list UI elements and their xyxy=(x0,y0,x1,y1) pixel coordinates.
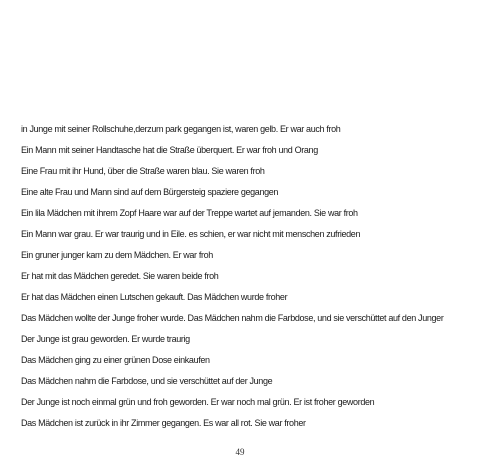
text-line: Ein gruner junger kam zu dem Mädchen. Er war froh xyxy=(21,250,213,260)
text-line: Ein Mann war grau. Er war traurig und in Eile. es schien, er war nicht mit menschen zufrieden xyxy=(21,229,361,239)
text-line: Das Mädchen ist zurück in ihr Zimmer gegangen. Es war all rot. Sie war froher xyxy=(21,418,306,428)
text-line: Ein lila Mädchen mit ihrem Zopf Haare war auf der Treppe wartet auf jemanden. Sie war froh xyxy=(21,208,358,218)
text-line: Ein Mann mit seiner Handtasche hat die Straße überquert. Er war froh und Orang xyxy=(21,145,318,155)
text-line: Eine Frau mit ihr Hund, über die Straße waren blau. Sie waren froh xyxy=(21,166,265,176)
text-line: Das Mädchen ging zu einer grünen Dose einkaufen xyxy=(21,355,210,365)
text-block xyxy=(21,122,471,437)
text-line: Der Junge ist noch einmal grün und froh geworden. Er war noch mal grün. Er ist froher geworden xyxy=(21,397,375,407)
text-line: Er hat das Mädchen einen Lutschen gekauft. Das Mädchen wurde froher xyxy=(21,292,288,302)
text-line: Eine alte Frau und Mann sind auf dem Bürgersteig spaziere gegangen xyxy=(21,187,279,197)
page-number: 49 xyxy=(235,447,245,457)
text-line: Das Mädchen nahm die Farbdose, und sie verschüttet auf der Junge xyxy=(21,376,273,386)
text-line: in Junge mit seiner Rollschuhe,derzum park gegangen ist, waren gelb. Er war auch froh xyxy=(21,124,341,134)
text-line: Das Mädchen wollte der Junge froher wurde. Das Mädchen nahm die Farbdose, und sie verschüttet auf den Junger xyxy=(21,313,444,323)
text-line: Der Junge ist grau geworden. Er wurde traurig xyxy=(21,334,190,344)
text-line: Er hat mit das Mädchen geredet. Sie waren beide froh xyxy=(21,271,219,281)
